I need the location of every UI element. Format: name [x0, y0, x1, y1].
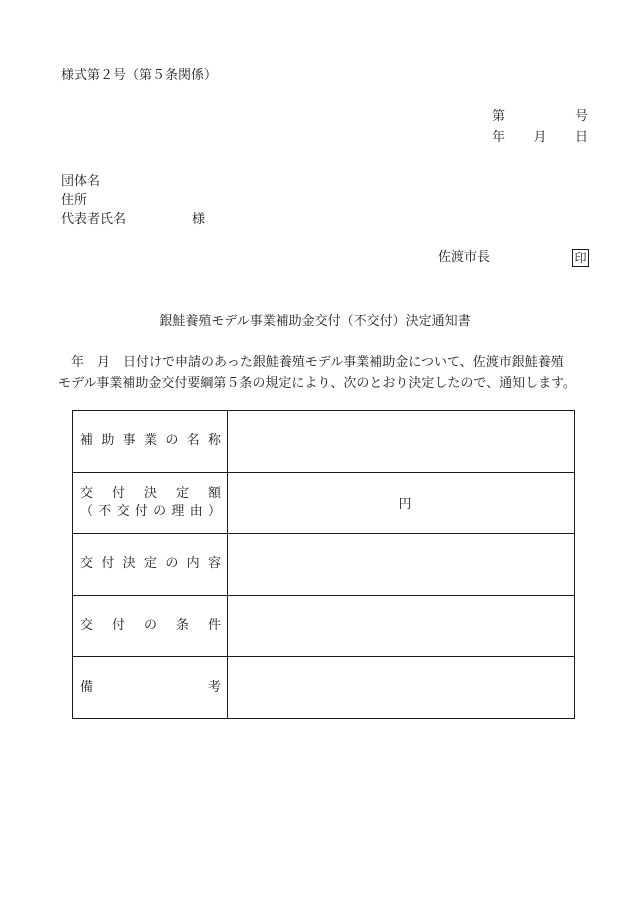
date-month: 月	[533, 130, 547, 145]
label-char: （	[80, 503, 94, 519]
label-char: 交	[116, 503, 130, 519]
label-char: 容	[207, 556, 221, 572]
label-char: 付	[111, 485, 125, 501]
table-row	[73, 657, 574, 718]
row-value-decision-content	[228, 534, 574, 595]
row-label-decision-content	[80, 555, 221, 573]
row-sublabel-reason	[80, 503, 221, 521]
recipient-block	[61, 172, 205, 229]
label-char: 交	[80, 617, 94, 633]
label-char: 付	[134, 503, 148, 519]
label-char: 助	[101, 433, 115, 449]
label-char: 備	[80, 679, 94, 695]
document-number-line	[492, 110, 588, 123]
label-char: 内	[186, 556, 200, 572]
issuer-seal: 印	[572, 249, 589, 267]
label-char: ）	[207, 503, 221, 519]
label-char: 額	[207, 485, 221, 501]
body-line-2: モデル事業補助金交付要綱第５条の規定により、次のとおり決定したので、通知します。	[58, 376, 577, 391]
row-value-project-name	[228, 411, 574, 472]
body-paragraph	[58, 352, 598, 394]
table-row	[73, 411, 574, 473]
recipient-org: 団体名	[61, 174, 101, 189]
label-char: 付	[101, 556, 115, 572]
label-char: 定	[175, 485, 189, 501]
label-char: の	[153, 503, 167, 519]
label-char: 交	[80, 485, 94, 501]
form-label: 様式第２号（第５条関係）	[61, 68, 218, 83]
label-char: 名	[186, 433, 200, 449]
row-label-project-name	[80, 432, 221, 450]
row-value-conditions	[228, 596, 574, 657]
table-row	[73, 534, 574, 596]
label-char: 交	[80, 556, 94, 572]
label-char: 補	[80, 433, 94, 449]
label-char: 決	[143, 485, 157, 501]
label-char: 定	[143, 556, 157, 572]
table-row	[73, 596, 574, 658]
recipient-honorific: 様	[192, 212, 206, 227]
label-char: 業	[143, 433, 157, 449]
label-char: 理	[171, 503, 185, 519]
number-suffix: 号	[574, 109, 588, 124]
date-day: 日	[574, 130, 588, 145]
row-value-grant-amount	[228, 473, 574, 534]
recipient-address: 住所	[61, 193, 88, 208]
date-year: 年	[492, 130, 506, 145]
label-char: 決	[122, 556, 136, 572]
number-prefix: 第	[492, 109, 506, 124]
document-title: 銀鮭養殖モデル事業補助金交付（不交付）決定通知書	[159, 314, 471, 329]
recipient-representative-line	[61, 210, 205, 229]
body-line-1: 年 月 日付けで申請のあった銀鮭養殖モデル事業補助金について、佐渡市銀鮭養殖	[58, 355, 564, 370]
label-char: 由	[189, 503, 203, 519]
row-value-remarks	[228, 657, 574, 718]
label-char: 考	[207, 679, 221, 695]
label-char: 件	[207, 617, 221, 633]
label-char: の	[165, 433, 179, 449]
label-char: の	[165, 556, 179, 572]
table-row	[73, 473, 574, 535]
date-line	[492, 131, 588, 144]
row-label-remarks	[80, 679, 221, 697]
recipient-representative: 代表者氏名	[61, 212, 127, 227]
row-label-conditions	[80, 617, 221, 635]
issuer-title: 佐渡市長	[438, 250, 491, 265]
decision-table	[72, 410, 575, 719]
label-char: 条	[175, 617, 189, 633]
label-char: 付	[111, 617, 125, 633]
yen-unit: 円	[398, 497, 412, 513]
row-label-grant-amount	[80, 485, 221, 503]
label-char: 称	[207, 433, 221, 449]
label-char: 不	[98, 503, 112, 519]
label-char: の	[143, 617, 157, 633]
label-char: 事	[122, 433, 136, 449]
